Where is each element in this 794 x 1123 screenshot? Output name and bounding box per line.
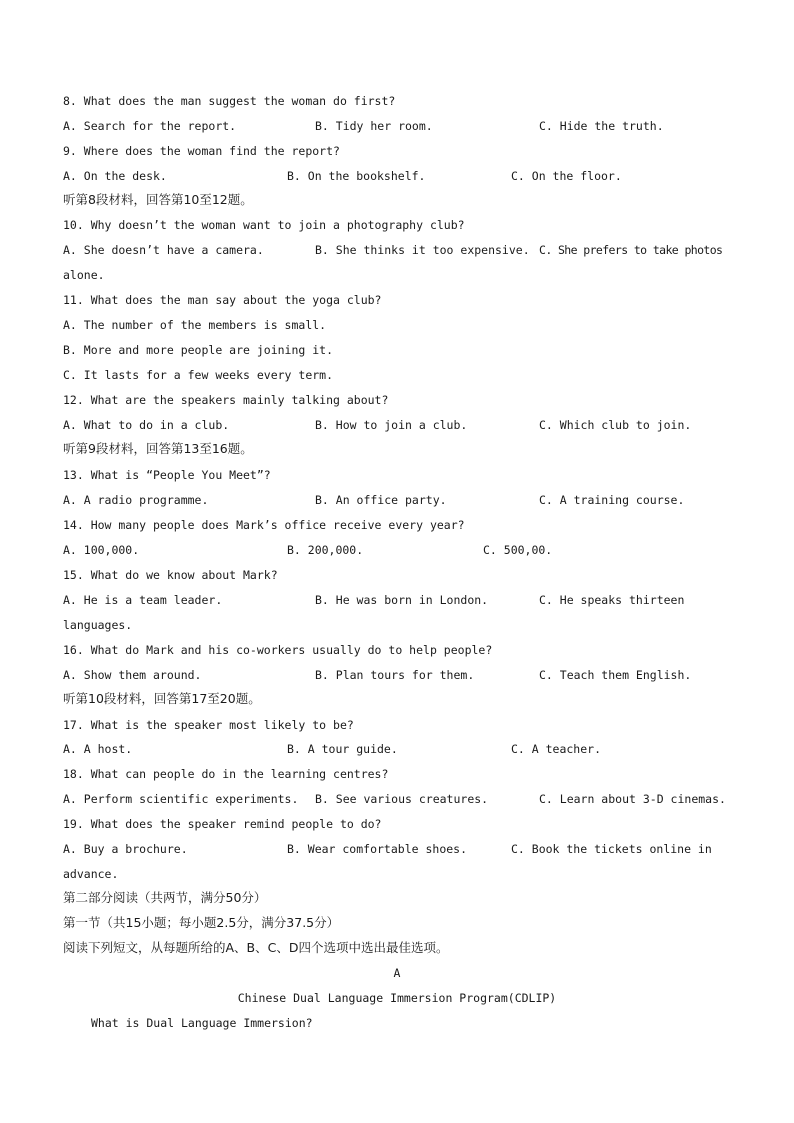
q9-option-a: A. On the desk. bbox=[63, 169, 167, 183]
q17-option-c: C. A teacher. bbox=[511, 742, 602, 756]
section-9-heading: 听第9段材料，回答第13至16题。 bbox=[63, 441, 253, 456]
q10-option-c-continued: alone. bbox=[63, 268, 105, 282]
q11-option-c: C. It lasts for a few weeks every term. bbox=[63, 368, 334, 382]
part-2-heading: 第二部分阅读（共两节，满分50分） bbox=[63, 890, 267, 905]
question-11: 11. What does the man say about the yoga club? bbox=[63, 293, 382, 307]
section-10-heading: 听第10段材料，回答第17至20题。 bbox=[63, 691, 261, 706]
q15-option-b: B. He was born in London. bbox=[315, 593, 489, 607]
q9-option-c: C. On the floor. bbox=[511, 169, 622, 183]
passage-title: Chinese Dual Language Immersion Program(CDLIP) bbox=[237, 991, 557, 1005]
q19-option-a: A. Buy a brochure. bbox=[63, 842, 188, 856]
question-12: 12. What are the speakers mainly talking about? bbox=[63, 393, 389, 407]
q11-option-a: A. The number of the members is small. bbox=[63, 318, 327, 332]
q15-option-a: A. He is a team leader. bbox=[63, 593, 223, 607]
q13-option-b: B. An office party. bbox=[315, 493, 447, 507]
q18-option-c: C. Learn about 3-D cinemas. bbox=[539, 792, 726, 806]
passage-letter: A bbox=[393, 966, 401, 980]
q14-option-c: C. 500,00. bbox=[483, 543, 553, 557]
question-16: 16. What do Mark and his co-workers usually do to help people? bbox=[63, 643, 493, 657]
question-18: 18. What can people do in the learning centres? bbox=[63, 767, 389, 781]
question-8: 8. What does the man suggest the woman do first? bbox=[63, 94, 396, 108]
q18-option-a: A. Perform scientific experiments. bbox=[63, 792, 299, 806]
q15-option-c: C. He speaks thirteen bbox=[539, 593, 685, 607]
q19-option-c-continued: advance. bbox=[63, 867, 119, 881]
question-10: 10. Why doesn’t the woman want to join a photography club? bbox=[63, 218, 465, 232]
q16-option-b: B. Plan tours for them. bbox=[315, 668, 475, 682]
q12-option-c: C. Which club to join. bbox=[539, 418, 692, 432]
q14-option-b: B. 200,000. bbox=[287, 543, 364, 557]
q17-option-b: B. A tour guide. bbox=[287, 742, 398, 756]
q13-option-c: C. A training course. bbox=[539, 493, 685, 507]
q10-option-b: B. She thinks it too expensive. bbox=[315, 243, 530, 257]
question-15: 15. What do we know about Mark? bbox=[63, 568, 278, 582]
section-8-heading: 听第8段材料，回答第10至12题。 bbox=[63, 192, 253, 207]
passage-paragraph-heading: What is Dual Language Immersion? bbox=[91, 1016, 313, 1030]
question-14: 14. How many people does Mark’s office receive every year? bbox=[63, 518, 465, 532]
question-13: 13. What is “People You Meet”? bbox=[63, 468, 271, 482]
q10-option-c: C. She prefers to take photos bbox=[539, 243, 723, 257]
q19-option-c: C. Book the tickets online in bbox=[511, 842, 712, 856]
q11-option-b: B. More and more people are joining it. bbox=[63, 343, 334, 357]
question-19: 19. What does the speaker remind people to do? bbox=[63, 817, 382, 831]
part-2-section-1-heading: 第一节（共15小题；每小题2.5分，满分37.5分） bbox=[63, 915, 340, 930]
q18-option-b: B. See various creatures. bbox=[315, 792, 489, 806]
q10-option-a: A. She doesn’t have a camera. bbox=[63, 243, 264, 257]
q17-option-a: A. A host. bbox=[63, 742, 133, 756]
q8-option-a: A. Search for the report. bbox=[63, 119, 237, 133]
q8-option-c: C. Hide the truth. bbox=[539, 119, 664, 133]
question-17: 17. What is the speaker most likely to be? bbox=[63, 718, 354, 732]
q9-option-b: B. On the bookshelf. bbox=[287, 169, 426, 183]
q16-option-a: A. Show them around. bbox=[63, 668, 202, 682]
q19-option-b: B. Wear comfortable shoes. bbox=[287, 842, 468, 856]
q14-option-a: A. 100,000. bbox=[63, 543, 140, 557]
reading-instructions: 阅读下列短文，从每题所给的A、B、C、D四个选项中选出最佳选项。 bbox=[63, 940, 449, 955]
q13-option-a: A. A radio programme. bbox=[63, 493, 209, 507]
q16-option-c: C. Teach them English. bbox=[539, 668, 692, 682]
q12-option-b: B. How to join a club. bbox=[315, 418, 468, 432]
q15-option-c-continued: languages. bbox=[63, 618, 133, 632]
q12-option-a: A. What to do in a club. bbox=[63, 418, 230, 432]
question-9: 9. Where does the woman find the report? bbox=[63, 144, 340, 158]
q8-option-b: B. Tidy her room. bbox=[315, 119, 433, 133]
